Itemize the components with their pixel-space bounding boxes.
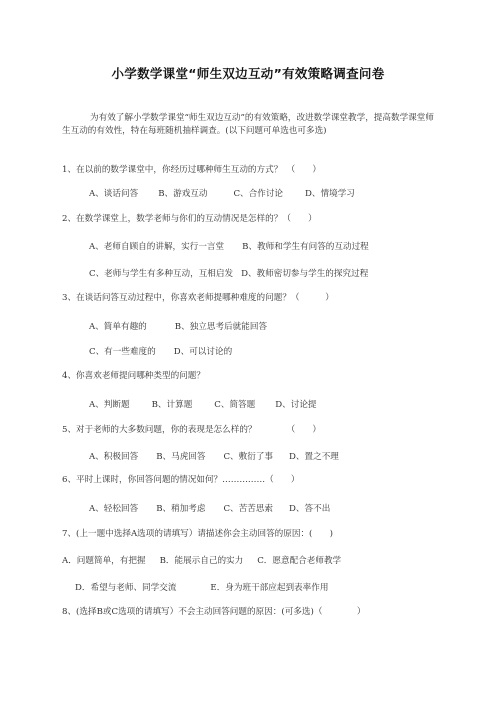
question-3: 3、在谈话问答互动过程中，你喜欢老师提哪种难度的问题？（ ）: [62, 293, 334, 303]
option-2a[interactable]: A、老师自顾自的讲解，实行一言堂: [89, 242, 225, 252]
option-6a[interactable]: A、轻松回答: [89, 504, 139, 514]
option-7c[interactable]: C．愿意配合老师教学: [257, 556, 342, 566]
question-5-options: [89, 452, 339, 463]
option-7d[interactable]: D．希望与老师、同学交流: [75, 583, 177, 593]
intro-paragraph: 为有效了解小学数学课堂“师生双边互动”的有效策略，改进数学课堂教学，提高数学课堂师生互动的有效性，特在每班随机抽样调查。(以下问题可单选也可多选): [62, 113, 434, 136]
question-7: 7、(上一题中选择A选项的请填写）请描述你会主动回答的原因：( ): [62, 529, 333, 539]
question-1: 1、在以前的数学课堂中，你经历过哪种师生互动的方式？ （ ）: [62, 165, 321, 175]
option-3d[interactable]: D、可以讨论的: [173, 347, 233, 357]
option-4c[interactable]: C、简答题: [214, 400, 256, 410]
option-5c[interactable]: C、敷衍了事: [223, 452, 274, 462]
question-8: 8、(选择B或C选项的请填写）不会主动回答问题的原因：(可多选)（ ）: [62, 607, 366, 617]
option-1b[interactable]: B、游戏互动: [158, 189, 208, 199]
option-4b[interactable]: B、计算题: [151, 400, 193, 410]
option-5a[interactable]: A、积极回答: [89, 452, 139, 462]
question-6-options: [89, 504, 330, 515]
question-3-options-row-2: [89, 347, 232, 358]
page-title: 小学数学课堂“师生双边互动”有效策略调查问卷: [111, 66, 385, 81]
option-6c[interactable]: C、苦苦思索: [223, 504, 274, 514]
option-2c[interactable]: C、老师与学生有多种互动，互相启发: [89, 269, 234, 279]
option-4a[interactable]: A、判断题: [89, 400, 130, 410]
question-4: 4、你喜欢老师提问哪种类型的问题？: [62, 371, 205, 381]
question-2-options-row-1: [89, 242, 369, 253]
option-6b[interactable]: B、稍加考虑: [156, 504, 206, 514]
question-1-options: [89, 189, 355, 200]
question-2-options-row-2: [89, 269, 368, 280]
option-3a[interactable]: A、简单有趣的: [89, 322, 147, 332]
option-1d[interactable]: D、情境学习: [305, 189, 355, 199]
option-6d[interactable]: D、答不出: [289, 504, 331, 514]
option-1a[interactable]: A、谈话问答: [89, 189, 139, 199]
question-7-options-row-2: [75, 583, 328, 594]
question-4-options: [89, 400, 317, 411]
question-7-options-row-1: [62, 556, 341, 567]
option-1c[interactable]: C、合作讨论: [233, 189, 284, 199]
option-2b[interactable]: B、教师和学生有问答的互动过程: [242, 242, 369, 252]
option-7a[interactable]: A．问题简单，有把握: [62, 556, 146, 566]
question-6: 6、平时上课时，你回答问题的情况如何？……………（ ）: [62, 475, 300, 485]
question-5: 5、对于老师的大多数问题，你的表现是怎么样的？ （ ）: [62, 425, 321, 435]
option-4d[interactable]: D、讨论提: [275, 400, 317, 410]
option-5d[interactable]: D、置之不理: [289, 452, 339, 462]
question-3-options-row-1: [89, 322, 267, 333]
option-3b[interactable]: B、独立思考后就能回答: [174, 322, 268, 332]
option-7b[interactable]: B．能展示自己的实力: [159, 556, 244, 566]
option-2d[interactable]: D、教师密切参与学生的探究过程: [241, 269, 369, 279]
option-7e[interactable]: E．身为班干部应起到表率作用: [210, 583, 329, 593]
option-5b[interactable]: B、马虎回答: [156, 452, 206, 462]
question-2: 2、在数学课堂上，数学老师与你们的互动情况是怎样的？（ ）: [62, 214, 317, 224]
option-3c[interactable]: C、有一些难度的: [89, 347, 156, 357]
